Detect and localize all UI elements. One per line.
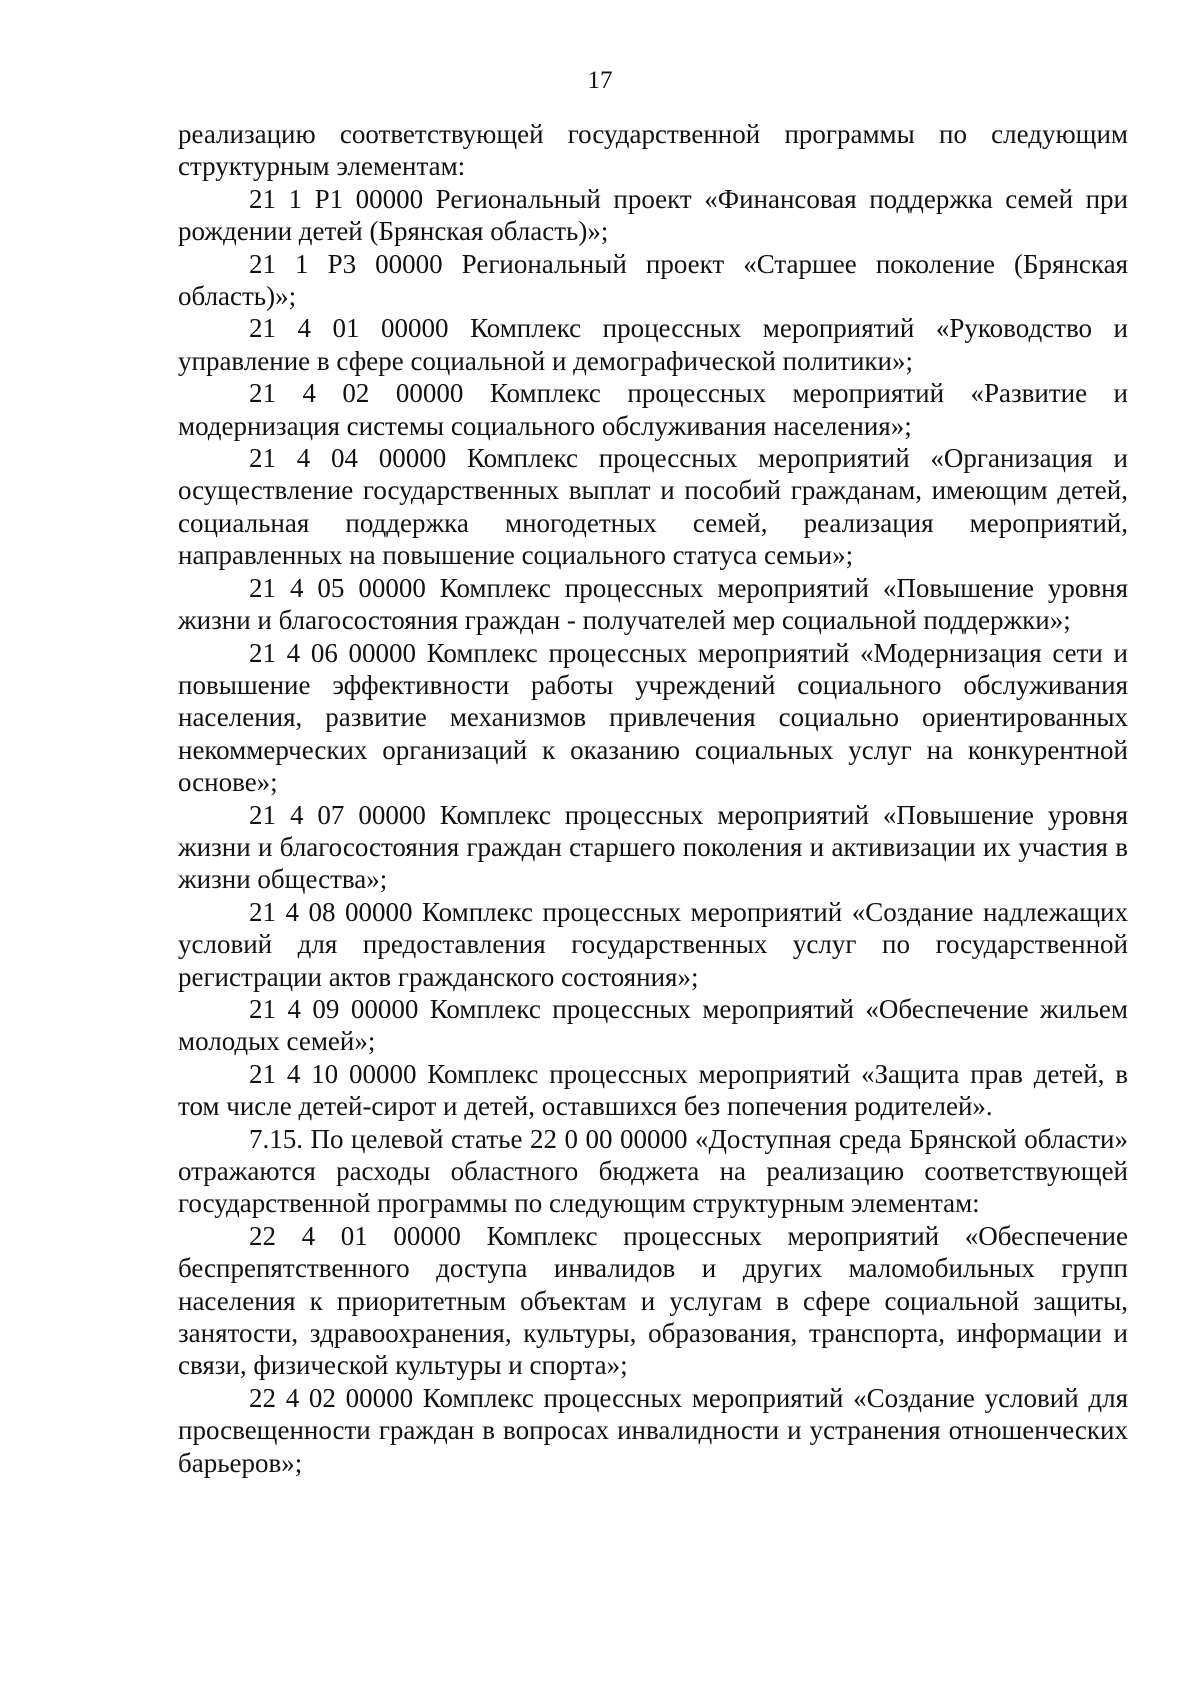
paragraph-21-1-p1: 21 1 Р1 00000 Региональный проект «Финансовая поддержка семей при рождении детей (Брянская область)»; bbox=[178, 183, 1128, 247]
paragraph-21-4-01: 21 4 01 00000 Комплекс процессных мероприятий «Руководство и управление в сфере социальной и демографической политики»; bbox=[178, 313, 1128, 376]
paragraph-21-1-p3: 21 1 Р3 00000 Региональный проект «Старшее поколение (Брянская область)»; bbox=[178, 248, 1128, 312]
paragraph-21-4-04: 21 4 04 00000 Комплекс процессных мероприятий «Организация и осуществление государственных выплат и пособий гражданам, имеющим детей, социальная поддержка многодетных семей, реализация мероприятий, направленных на повышение социального статуса семьи»; bbox=[178, 443, 1128, 571]
paragraph-21-4-05: 21 4 05 00000 Комплекс процессных мероприятий «Повышение уровня жизни и благосостояния граждан - получателей мер социальной поддержки»; bbox=[178, 572, 1128, 636]
paragraph-21-4-06: 21 4 06 00000 Комплекс процессных мероприятий «Модернизация сети и повышение эффективности работы учреждений социального обслуживания населения, развитие механизмов привлечения социально ориентированных некоммерческих организаций к оказанию социальных услуг на конкурентной основе»; bbox=[178, 637, 1128, 798]
paragraph-21-4-07: 21 4 07 00000 Комплекс процессных мероприятий «Повышение уровня жизни и благосостояния граждан старшего поколения и активизации их участия в жизни общества»; bbox=[178, 799, 1128, 895]
paragraph-21-4-10: 21 4 10 00000 Комплекс процессных мероприятий «Защита прав детей, в том числе детей-сирот и детей, оставшихся без попечения родителей». bbox=[178, 1058, 1128, 1122]
paragraph-continuation: реализацию соответствующей государственной программы по следующим структурным элементам: bbox=[178, 119, 1128, 182]
paragraph-21-4-08: 21 4 08 00000 Комплекс процессных мероприятий «Создание надлежащих условий для предоставления государственных услуг по государственной регистрации актов гражданского состояния»; bbox=[178, 896, 1128, 992]
document-body bbox=[178, 118, 1128, 1479]
paragraph-22-4-01: 22 4 01 00000 Комплекс процессных мероприятий «Обеспечение беспрепятственного доступа инвалидов и других маломобильных групп населения к приоритетным объектам и услугам в сфере социальной защиты, занятости, здравоохранения, культуры, образования, транспорта, информации и связи, физической культуры и спорта»; bbox=[178, 1220, 1128, 1381]
paragraph-22-4-02: 22 4 02 00000 Комплекс процессных мероприятий «Создание условий для просвещенности граждан в вопросах инвалидности и устранения отношенческих барьеров»; bbox=[178, 1382, 1128, 1478]
page-number: 17 bbox=[587, 67, 613, 94]
paragraph-21-4-02: 21 4 02 00000 Комплекс процессных мероприятий «Развитие и модернизация системы социального обслуживания населения»; bbox=[178, 378, 1128, 441]
paragraph-21-4-09: 21 4 09 00000 Комплекс процессных мероприятий «Обеспечение жильем молодых семей»; bbox=[178, 993, 1128, 1057]
paragraph-section-7-15: 7.15. По целевой статье 22 0 00 00000 «Доступная среда Брянской области» отражаются расходы областного бюджета на реализацию соответствующей государственной программы по следующим структурным элементам: bbox=[178, 1123, 1128, 1219]
